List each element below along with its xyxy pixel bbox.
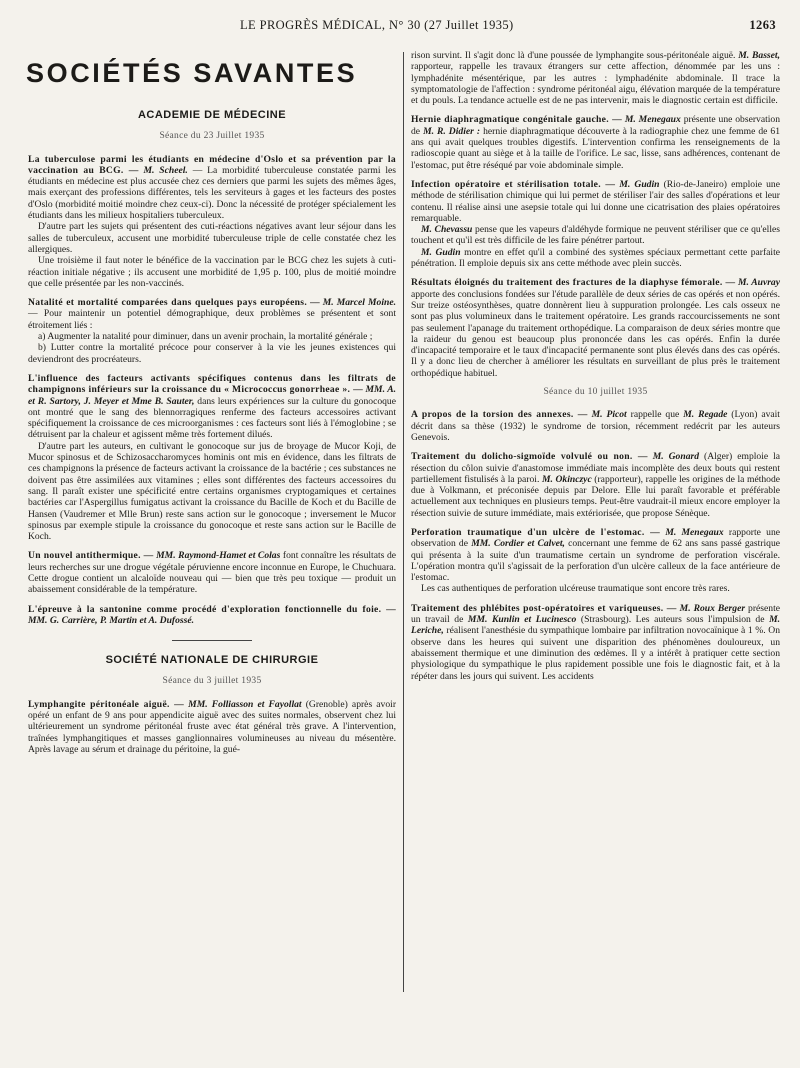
article-antithermique bbox=[28, 550, 396, 595]
article-authors: MM. Folliasson et Fayollat bbox=[188, 698, 302, 710]
article-authors: M. Gudin bbox=[421, 246, 461, 258]
article-text: hernie diaphragmatique découverte à la radiographie chez une femme de 61 ans qui avait quelques troubles digestifs. L'intervention confirma les renseignements de la radioscopie quant au siège et à la taille de l'orifice. Le sac, lisse, sans adhérences, contenant de l'estomac, put être réséqué par voie abdominale simple. bbox=[411, 125, 781, 171]
right-column bbox=[411, 50, 780, 690]
list-item: b) Lutter contre la mortalité précoce pour conserver à la vie les jeunes existences qui deviendront des procréateurs. bbox=[28, 342, 396, 365]
article-authors: M. Regade bbox=[683, 409, 728, 421]
article-text: (Alger) emploie la résection du côlon suivie d'anastomose immédiate mais incomplète des deux bouts qui restent partiellement fistulisés à la paroi. bbox=[411, 451, 781, 485]
article-lymphangite bbox=[28, 699, 396, 755]
article-text: présente une observation de bbox=[411, 114, 781, 137]
article-text: — La morbidité tuberculeuse constatée parmi les étudiants en médecine est plus accusée chez ces derniers que parmi les sujets des mêmes âges, mais exerçant des professions différentes, tels les serviteurs à gages et les facteurs des postes d'Oslo (morbidité moitié moindre chez ceux-ci). Donc la nécessité de protéger spécialement les étudiants dans les milieux hospitaliers tuberculeux. bbox=[28, 164, 397, 222]
column-divider bbox=[403, 52, 404, 992]
article-title: Un nouvel antithermique. — bbox=[28, 550, 154, 562]
article-natalite bbox=[28, 297, 396, 331]
article-title: Lymphangite péritonéale aiguë. — bbox=[28, 698, 185, 710]
article-authors: M. Chevassu bbox=[421, 224, 473, 236]
article-authors: MM. Kunlin et Lucinesco bbox=[467, 614, 577, 626]
academie-title: ACADEMIE DE MÉDECINE bbox=[137, 109, 287, 121]
article-title: Hernie diaphragmatique congénitale gauche. — bbox=[411, 114, 622, 126]
article-title: Perforation traumatique d'un ulcère de l'estomac. — bbox=[411, 526, 661, 538]
article-title: Résultats éloignés du traitement des fractures de la diaphyse fémorale. — bbox=[411, 277, 736, 289]
article-title: A propos de la torsion des annexes. — bbox=[411, 409, 588, 421]
article-title: La tuberculose parmi les étudiants en médecine d'Oslo et sa prévention par la vaccination au BCG. — bbox=[28, 153, 396, 176]
article-text: rison survint. Il s'agit donc là d'une poussée de lymphangite sous-péritonéale aiguë. bbox=[411, 50, 736, 61]
page-number: 1263 bbox=[749, 18, 776, 32]
article-authors: M. Menegaux bbox=[624, 114, 681, 126]
article-text: — Pour maintenir un potentiel démographique, deux problèmes se présentent et sont étroitement liés : bbox=[28, 308, 396, 331]
left-column bbox=[28, 108, 396, 763]
list-item: a) Augmenter la natalité pour diminuer, dans un avenir prochain, la mortalité générale ; bbox=[38, 331, 373, 343]
article-paragraph: D'autre part les auteurs, en cultivant le gonocoque sur jus de broyage de Mucor Koji, de Mucor spinosus et de Schizosaccharomyces hominis ont mis en évidence, dans les filtrats de ces champignons la présence de facteurs activant la croissance de la bactérie ; ces substances ne doivent pas être assimilées aux vitamines ; elles sont différentes des facteurs accessoires du sang. Il paraît exister une spécificité entre certains organismes cryptogamiques et certaines bactéries car l'Aspergillus fumigatus activant la croissance du Bacille de Koch et du Bacille de Hansen (Vaudremer et Mlle Brun) reste sans action sur le gonocoque ; inversement le Mucor spinosus par exemple stipule la croissance du gonocoque et reste sans action sur le Bacille de Koch. bbox=[28, 440, 396, 543]
article-title: Traitement des phlébites post-opératoires et variqueuses. — bbox=[411, 602, 677, 614]
article-text: apporte des conclusions fondées sur l'étude parallèle de deux séries de cas opérés et non opérés. Sur treize ostéosynthèses, quatre donnèrent lieu à suppuration prolongée. Les cals osseux ne sont pas plus volumineux dans le traitement opératoire. Les grands raccourcissements ne sont pas seulement l'apanage du traitement orthopédique. La comparaison de deux séries montre que la raideur du genou est beaucoup plus prononcée dans les cas opérés. Enfin la durée d'incapacité temporaire et le taux d'incapacité permanente sont plus élevés dans des cas opérés. Il y a donc lieu de chercher à améliorer les résultats en surveillant de plus près le traitement orthopédique habituel. bbox=[411, 288, 780, 379]
article-authors: M. R. Didier : bbox=[423, 125, 481, 137]
article-text: pense que les vapeurs d'aldéhyde formique ne peuvent stériliser que ce qu'elles touchent et qu'il est très difficile de les faire pénétrer partout. bbox=[411, 224, 781, 247]
running-header bbox=[22, 10, 778, 36]
article-text: concernant une femme de 62 ans sans passé gastrique qui présenta à la suite d'un traumatisme certain un syndrome de perforation viscérale. L'opération montra qu'il s'agissait de la perforation d'un ulcère calleux de la face antérieure de l'estomac. bbox=[411, 538, 781, 584]
article-paragraph: Une troisième il faut noter le bénéfice de la vaccination par le BCG chez les sujets à cuti-réaction initiale négative ; ils accusent une morbidité de 1,95 p. 100, plus de moitié moindre que celle présentée par les non-vaccinés. bbox=[28, 255, 396, 289]
article-authors: M. Basset, bbox=[738, 50, 780, 61]
article-tuberculose bbox=[28, 154, 396, 222]
article-authors: M. Auvray bbox=[738, 277, 780, 289]
article-hernie bbox=[411, 114, 780, 170]
article-text: (rapporteur), rappelle les origines de la méthode due à Volkmann, et préconisée depuis par Delore. Elle lui paraît favorable et préférable actuellement aux techniques en plusieurs temps. Peut-être vaudrait-il mieux encore employer la résection suivie de suture immédiate, mais extériorisée, que propose Sénèque. bbox=[411, 473, 781, 519]
article-authors: M. Picot bbox=[591, 409, 627, 421]
article-authors: M. Leriche, bbox=[411, 614, 780, 637]
article-text: montre en effet qu'il a combiné des systèmes spéciaux permettant cette parfaite pénétration. Il emploie depuis six ans cette méthode avec plein succès. bbox=[411, 246, 780, 270]
chirurgie-seance: Séance du 3 juillet 1935 bbox=[162, 676, 262, 687]
article-dolicho bbox=[411, 451, 780, 519]
article-text: rappelle que bbox=[630, 409, 680, 421]
section-title: SOCIÉTÉS SAVANTES bbox=[26, 58, 358, 88]
article-authors: M. Gonard bbox=[652, 451, 700, 463]
chirurgie-title: SOCIÉTÉ NATIONALE DE CHIRURGIE bbox=[105, 654, 319, 667]
article-authors: MM. Raymond-Hamet et Colas bbox=[156, 550, 281, 562]
article-authors: MM. A. et R. Sartory, J. Meyer et Mme B. Sauter, bbox=[28, 384, 396, 407]
article-authors: M. Scheel. bbox=[143, 164, 188, 176]
article-authors: MM. Cordier et Calvet, bbox=[471, 538, 565, 550]
article-authors: — M. Marcel Moine. bbox=[310, 297, 397, 309]
article-infection bbox=[411, 179, 780, 224]
article-authors: M. Okinczyc bbox=[541, 473, 592, 485]
article-resultats bbox=[411, 277, 780, 379]
article-text: rapporteur, rappelle les travaux étrangers sur cette affection, dénommée par les uns : lymphadénite mésentérique, par les autres : lymphadénite abdominale. Il trace la symptomatologie de l'affection : syndrome péritonéal aigu, élévation marquée de la température et du pouls. La tendance actuelle est de ne pas intervenir, mais le diagnostic certain est difficile. bbox=[411, 61, 780, 107]
article-text: dans leurs expériences sur la culture du gonocoque ont montré que le sang des blennorragiques renferme des facteurs accessoires activant spécifiquement la croissance de ces microorganismes : ces facteurs sont liés à l'émoglobine ; se détruisent par la chaleur et agissent même très fortement dilués. bbox=[28, 395, 396, 441]
article-title: Infection opératoire et stérilisation totale. — bbox=[411, 178, 616, 190]
article-title: Traitement du dolicho-sigmoïde volvulé ou non. — bbox=[411, 451, 648, 463]
article-text: réalisent l'anesthésie du sympathique lombaire par infiltration novocaïnique à 1 %. On observe dans les heures qui suivent une disparition des phénomènes douloureux, un abaissement thermique et une diminution des œdèmes. Il y a intérêt à pratiquer cette section physiologique du sympathique le plus rapidement possible une fois le diagnostic fait, et à la répéter dans les jours qui suivent. Les accidents bbox=[411, 625, 780, 682]
article-phlebites bbox=[411, 603, 780, 682]
article-paragraph bbox=[411, 224, 780, 247]
article-text: (Strasbourg). Les auteurs sous l'impulsion de bbox=[580, 614, 765, 626]
article-perforation bbox=[411, 527, 780, 583]
article-paragraph: D'autre part les sujets qui présentent des cuti-réactions négatives avant leur séjour dans les salles de tuberculeux, accusent une morbidité tuberculeuse triple de celle constatée chez les allergiques. bbox=[28, 221, 396, 255]
article-text: font connaître les résultats de leurs recherches sur une drogue végétale péruvienne encore inconnue en Europe, le Chuchuara. Cette drogue contient un alcaloïde nouveau qui — bien que très peu toxique — produit un abaissement considérable de la température. bbox=[28, 550, 397, 596]
seance-date: Séance du 10 juillet 1935 bbox=[543, 387, 648, 398]
article-santonine bbox=[28, 604, 396, 627]
article-title: L'épreuve à la santonine comme procédé d'exploration fonctionnelle du foie. — bbox=[28, 603, 396, 615]
article-text: (Grenoble) après avoir opéré un enfant de 9 ans pour appendicite aiguë avec des suites normales, observent chez lui ultérieurement un syndrome péritonéal fruste avec état général très grave. A l'intervention, traînées lymphangitiques et masses ganglionnaires volumineuses au niveau du mésentère. Après lavage au sérum et drainage du péritoine, la gué- bbox=[28, 698, 397, 755]
article-text: présente un travail de bbox=[411, 602, 781, 626]
article-torsion bbox=[411, 409, 780, 443]
article-title: L'influence des facteurs activants spécifiques contenus dans les filtrats de champignons inférieurs sur la croissance du « Micrococcus gonorrheae ». — bbox=[28, 372, 396, 396]
article-text: rapporte une observation de bbox=[411, 526, 781, 550]
article-influence bbox=[28, 373, 396, 441]
article-title: Natalité et mortalité comparées dans quelques pays européens. bbox=[28, 297, 308, 309]
article-authors: M. Roux Berger bbox=[679, 602, 746, 614]
section-separator bbox=[172, 640, 252, 641]
article-paragraph: Les cas authentiques de perforation ulcéreuse traumatique sont encore très rares. bbox=[421, 583, 730, 595]
article-authors: MM. G. Carrière, P. Martin et A. Dufossé. bbox=[28, 614, 195, 626]
academie-seance: Séance du 23 Juillet 1935 bbox=[159, 131, 265, 142]
article-lymphangite-continued bbox=[411, 50, 780, 106]
article-authors: M. Gudin bbox=[619, 178, 660, 190]
article-text: (Lyon) avait décrit dans sa thèse (1932) le syndrome de torsion, récemment redécrit par les auteurs Genevois. bbox=[411, 409, 780, 443]
running-title: LE PROGRÈS MÉDICAL, N° 30 (27 Juillet 1935) bbox=[240, 18, 514, 32]
article-text: (Rio-de-Janeiro) emploie une méthode de stérilisation chimique qui lui permet de stériliser l'air des salles d'opérations et leur contenu. Il réalise ainsi une asepsie totale qui lui donne une cicatrisation des plaies opératoires remarquable. bbox=[411, 178, 780, 224]
article-authors: M. Menegaux bbox=[665, 526, 724, 538]
article-paragraph bbox=[411, 247, 780, 270]
